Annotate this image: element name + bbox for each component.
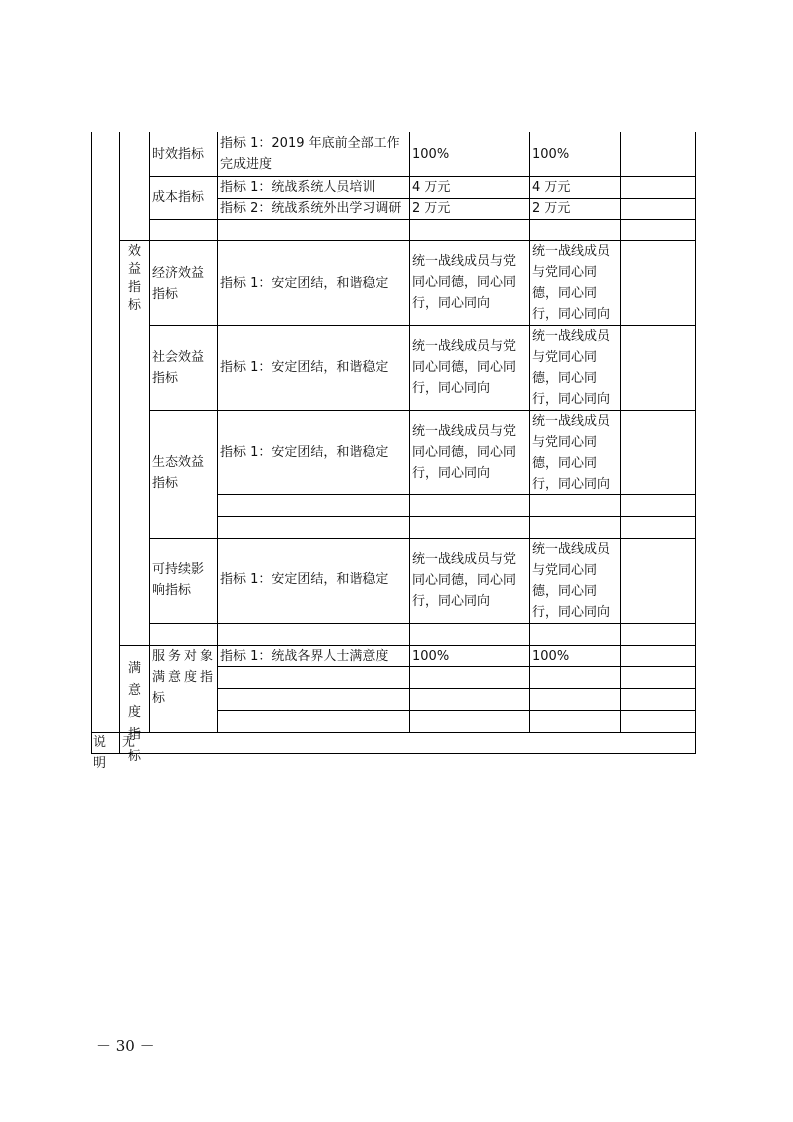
note-label: 说明	[93, 735, 107, 771]
cost-indicator-1-target: 4 万元	[412, 180, 451, 195]
service-satisfaction-category: 服务对象满意度指标	[152, 649, 217, 706]
note-value: 无	[122, 735, 136, 750]
satisfaction-indicator-1: 指标 1：统战各界人士满意度	[220, 649, 389, 664]
sustain-actual: 统一战线成员与党同心同德，同心同行，同心同向	[532, 542, 611, 620]
social-indicator-1: 指标 1：安定团结，和谐稳定	[220, 360, 389, 375]
eco-actual: 统一战线成员与党同心同德，同心同行，同心同向	[532, 414, 611, 492]
time-category: 时效指标	[152, 147, 205, 162]
economic-target: 统一战线成员与党同心同德，同心同行，同心同向	[412, 254, 517, 311]
page-number: － 30 －	[96, 1037, 155, 1055]
cost-indicator-2-actual: 2 万元	[532, 201, 571, 216]
time-indicator-1-actual: 100%	[532, 147, 570, 162]
social-target: 统一战线成员与党同心同德，同心同行，同心同向	[412, 339, 517, 396]
satisfaction-category: 满意度指标	[127, 661, 141, 764]
economic-indicator-1: 指标 1：安定团结，和谐稳定	[220, 276, 389, 291]
economic-actual: 统一战线成员与党同心同德，同心同行，同心同向	[532, 244, 611, 322]
satisfaction-actual: 100%	[532, 649, 570, 664]
eco-target: 统一战线成员与党同心同德，同心同行，同心同向	[412, 424, 517, 481]
eco-indicator-1: 指标 1：安定团结，和谐稳定	[220, 445, 389, 460]
cost-indicator-2-target: 2 万元	[412, 201, 451, 216]
time-indicator-1-target: 100%	[412, 147, 450, 162]
social-actual: 统一战线成员与党同心同德，同心同行，同心同向	[532, 329, 611, 407]
sustain-category: 可持续影响指标	[152, 562, 205, 598]
sustain-indicator-1: 指标 1：安定团结，和谐稳定	[220, 572, 389, 587]
social-category: 社会效益指标	[152, 350, 205, 386]
economic-category: 经济效益指标	[152, 266, 205, 302]
satisfaction-target: 100%	[412, 649, 450, 664]
sustain-target: 统一战线成员与党同心同德，同心同行，同心同向	[412, 552, 517, 609]
eco-category: 生态效益指标	[152, 455, 205, 491]
cost-indicator-1-actual: 4 万元	[532, 180, 571, 195]
cost-indicator-2: 指标 2：统战系统外出学习调研	[220, 201, 402, 216]
cost-category: 成本指标	[152, 190, 205, 205]
cost-indicator-1: 指标 1：统战系统人员培训	[220, 180, 376, 195]
time-indicator-1: 指标 1：2019 年底前全部工作完成进度	[220, 136, 400, 172]
benefit-category: 效益指标	[127, 244, 141, 313]
